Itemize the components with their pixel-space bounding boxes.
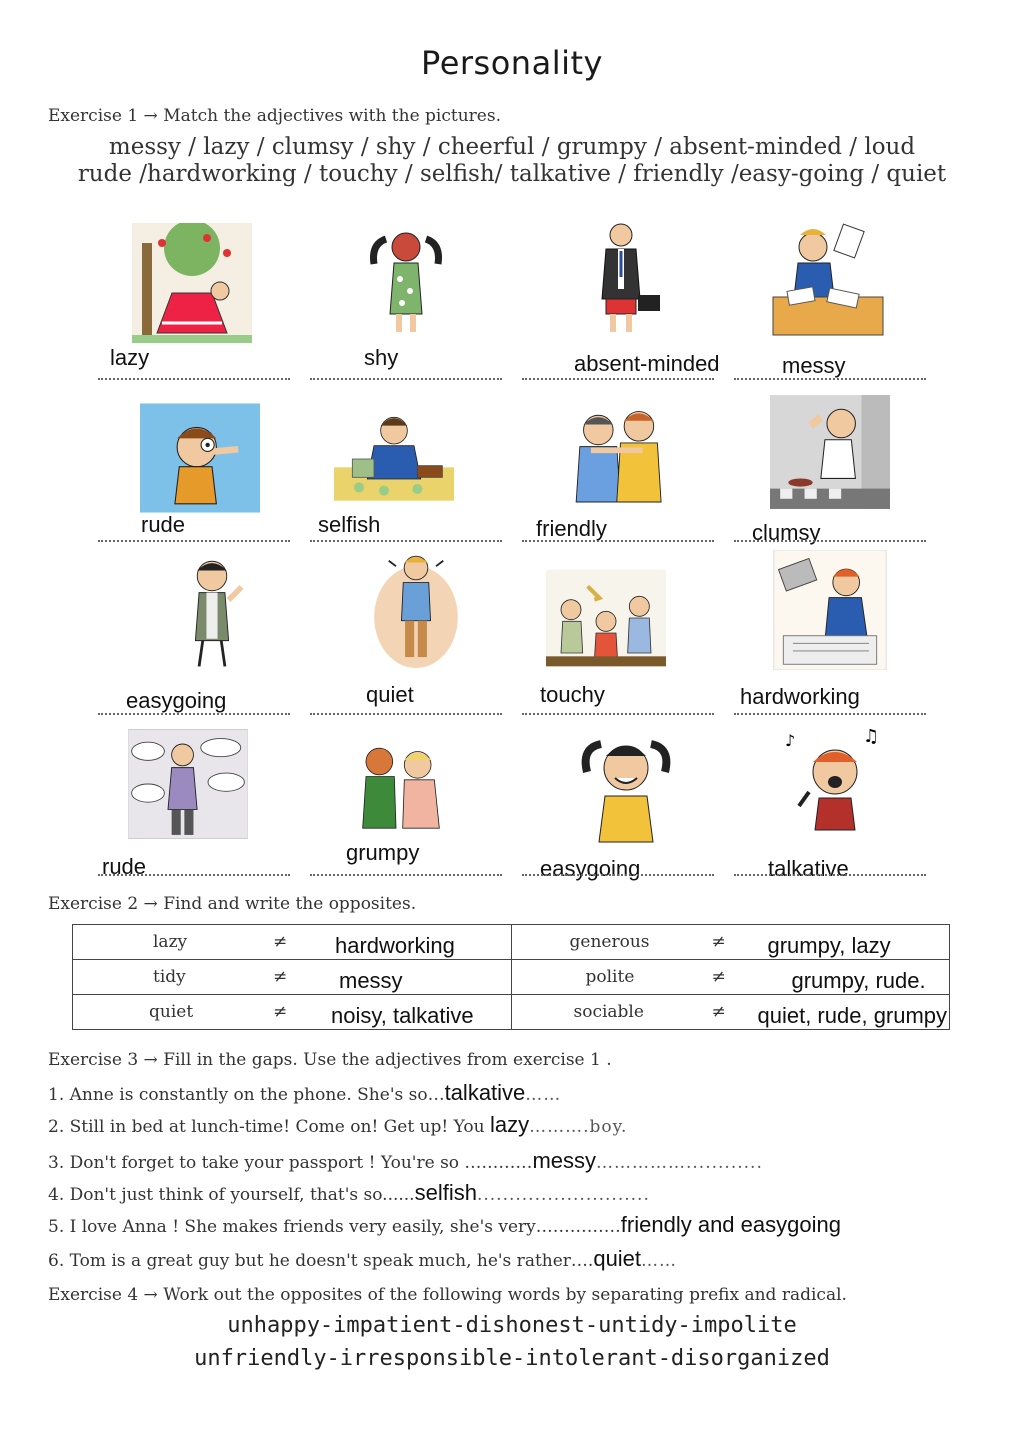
- table-row: [73, 960, 950, 995]
- wordlist-line2: rude /hardworking / touchy / selfish/ talkative / friendly /easy-going / quiet: [77, 161, 947, 187]
- answer-line: [522, 874, 714, 876]
- wordlist-line1: messy / lazy / clumsy / shy / cheerful / grumpy / absent-minded / loud: [108, 134, 916, 160]
- opposite-answer: messy: [339, 968, 403, 993]
- picture-answer: easygoing: [126, 688, 227, 713]
- table-cell: [73, 925, 512, 960]
- exercise1-heading: Exercise 1 → Match the adjectives with the pictures.: [48, 106, 501, 126]
- picture-cell: [310, 718, 502, 880]
- picture-answer: friendly: [536, 516, 607, 541]
- answer-line: [522, 713, 714, 715]
- picture-cell: [734, 548, 926, 716]
- answer-line: [98, 874, 290, 876]
- not-equal-sign: ≠: [273, 1002, 288, 1022]
- sentence: [48, 1212, 841, 1238]
- answer-line: [734, 874, 926, 876]
- exercise4-line2: unfriendly-irresponsible-intolerant-disorganized: [194, 1346, 830, 1371]
- opposite-answer: quiet, rude, grumpy: [757, 1003, 948, 1028]
- quiet-boy-icon: [356, 548, 476, 668]
- singing-boy-icon: [774, 722, 894, 842]
- opposites-table: [72, 924, 950, 1030]
- picture-answer: selfish: [318, 512, 381, 537]
- smiling-girl-icon: [566, 724, 686, 844]
- opposite-answer: grumpy, lazy: [767, 933, 891, 958]
- table-cell: [73, 960, 512, 995]
- picture-cell: [310, 215, 502, 385]
- not-equal-sign: ≠: [711, 1002, 726, 1022]
- exercise2-heading: Exercise 2 → Find and write the opposites.: [48, 894, 417, 914]
- picture-cell: [522, 548, 714, 716]
- answer-line: [522, 378, 714, 380]
- picture-cell: [522, 718, 714, 880]
- word: generous: [569, 932, 650, 952]
- sentence: [48, 1112, 627, 1138]
- word: sociable: [573, 1002, 644, 1022]
- table-cell: [511, 960, 950, 995]
- lazy-man-hammock-icon: [132, 223, 252, 343]
- answer-line: [734, 378, 926, 380]
- picture-answer: hardworking: [740, 684, 860, 709]
- not-equal-sign: ≠: [711, 932, 726, 952]
- opposite-answer: noisy, talkative: [331, 1003, 474, 1028]
- sentence-answer: quiet: [593, 1246, 642, 1271]
- sentence-text: 3. Don't forget to take your passport ! You're so …………: [48, 1153, 533, 1173]
- answer-line: [310, 378, 502, 380]
- sentence-answer: messy: [532, 1148, 596, 1173]
- not-equal-sign: ≠: [273, 932, 288, 952]
- sentence: [48, 1246, 677, 1272]
- picture-answer: rude: [102, 854, 147, 879]
- sentence-answer: selfish: [414, 1180, 477, 1205]
- answer-line: [310, 713, 502, 715]
- table-cell: [73, 995, 512, 1030]
- touchy-group-icon: [546, 558, 666, 678]
- table-row: [73, 925, 950, 960]
- picture-answer: shy: [364, 345, 399, 370]
- answer-line: [734, 540, 926, 542]
- sentence-text: 4. Don't just think of yourself, that's so......: [48, 1185, 415, 1205]
- picture-answer: easygoing: [540, 856, 641, 881]
- word: lazy: [153, 932, 188, 952]
- answer-line: [98, 540, 290, 542]
- word: tidy: [153, 967, 186, 987]
- sentence-answer: talkative: [444, 1080, 526, 1105]
- picture-cell: [98, 390, 290, 542]
- sentence-text: 6. Tom is a great guy but he doesn't speak much, he's rather….: [48, 1251, 594, 1271]
- picture-answer: talkative: [768, 856, 849, 881]
- absent-minded-man-icon: [566, 219, 686, 339]
- svg-text:♪: ♪: [785, 731, 796, 750]
- selfish-man-eating-icon: [334, 394, 454, 514]
- page-title: Personality: [421, 44, 603, 82]
- picture-answer: lazy: [110, 345, 150, 370]
- picture-answer: grumpy: [346, 840, 420, 865]
- grumpy-men-icon: [336, 724, 456, 844]
- clumsy-man-icon: [770, 392, 890, 512]
- sentence: [48, 1148, 763, 1174]
- sentence-rest: ……….boy.: [529, 1117, 628, 1137]
- table-cell: [511, 925, 950, 960]
- picture-cell: [522, 215, 720, 385]
- word: quiet: [149, 1002, 194, 1022]
- sentence-text: 2. Still in bed at lunch-time! Come on! Get up! You: [48, 1117, 490, 1137]
- blah-blah-man-icon: [128, 724, 248, 844]
- shy-girl-icon: [346, 219, 466, 339]
- sentence-answer: friendly and easygoing: [620, 1212, 841, 1237]
- word: polite: [585, 967, 635, 987]
- hardworking-boy-icon: [770, 550, 890, 670]
- answer-line: [310, 874, 502, 876]
- answer-line: [734, 713, 926, 715]
- picture-cell: [734, 390, 926, 545]
- exercise4-line1: unhappy-impatient-dishonest-untidy-impolite: [227, 1313, 797, 1338]
- picture-answer: quiet: [366, 682, 414, 707]
- messy-boy-desk-icon: [768, 219, 888, 339]
- opposite-answer: hardworking: [335, 933, 455, 958]
- not-equal-sign: ≠: [273, 967, 288, 987]
- easygoing-boy-icon: [152, 552, 272, 672]
- rude-boy-icon: [140, 398, 260, 518]
- not-equal-sign: ≠: [711, 967, 726, 987]
- sentence: [48, 1080, 561, 1106]
- picture-answer: absent-minded: [574, 351, 720, 376]
- picture-answer: touchy: [540, 682, 605, 707]
- exercise3-heading: Exercise 3 → Fill in the gaps. Use the adjectives from exercise 1 .: [48, 1050, 612, 1070]
- sentence-rest: ……: [525, 1085, 562, 1105]
- table-cell: [511, 995, 950, 1030]
- sentence-text: 5. I love Anna ! She makes friends very easily, she's very……………: [48, 1217, 621, 1237]
- svg-text:♫: ♫: [863, 726, 880, 747]
- picture-answer: rude: [141, 512, 186, 537]
- sentence-rest: ……………............: [596, 1153, 763, 1173]
- picture-cell: [98, 718, 290, 880]
- picture-cell: [98, 215, 290, 385]
- exercise4-heading: Exercise 4 → Work out the opposites of the following words by separating prefix and radical.: [48, 1285, 847, 1305]
- picture-answer: messy: [782, 353, 846, 378]
- picture-cell: [310, 548, 502, 716]
- answer-line: [98, 378, 290, 380]
- sentence-text: 1. Anne is constantly on the phone. She's so…: [48, 1085, 445, 1105]
- sentence-rest: ……: [641, 1251, 678, 1271]
- friendly-boys-icon: [554, 394, 674, 514]
- sentence: [48, 1180, 650, 1206]
- picture-answer: clumsy: [752, 520, 821, 545]
- sentence-answer: lazy: [489, 1112, 530, 1137]
- opposite-answer: grumpy, rude.: [791, 968, 926, 993]
- answer-line: [98, 713, 290, 715]
- answer-line: [310, 540, 502, 542]
- answer-line: [522, 540, 714, 542]
- picture-cell: [310, 390, 502, 542]
- picture-cell: [98, 548, 290, 716]
- picture-cell: [522, 390, 714, 542]
- picture-cell: [734, 215, 926, 385]
- table-row: [73, 995, 950, 1030]
- sentence-rest: ...........................: [476, 1185, 650, 1205]
- picture-cell: [734, 718, 926, 880]
